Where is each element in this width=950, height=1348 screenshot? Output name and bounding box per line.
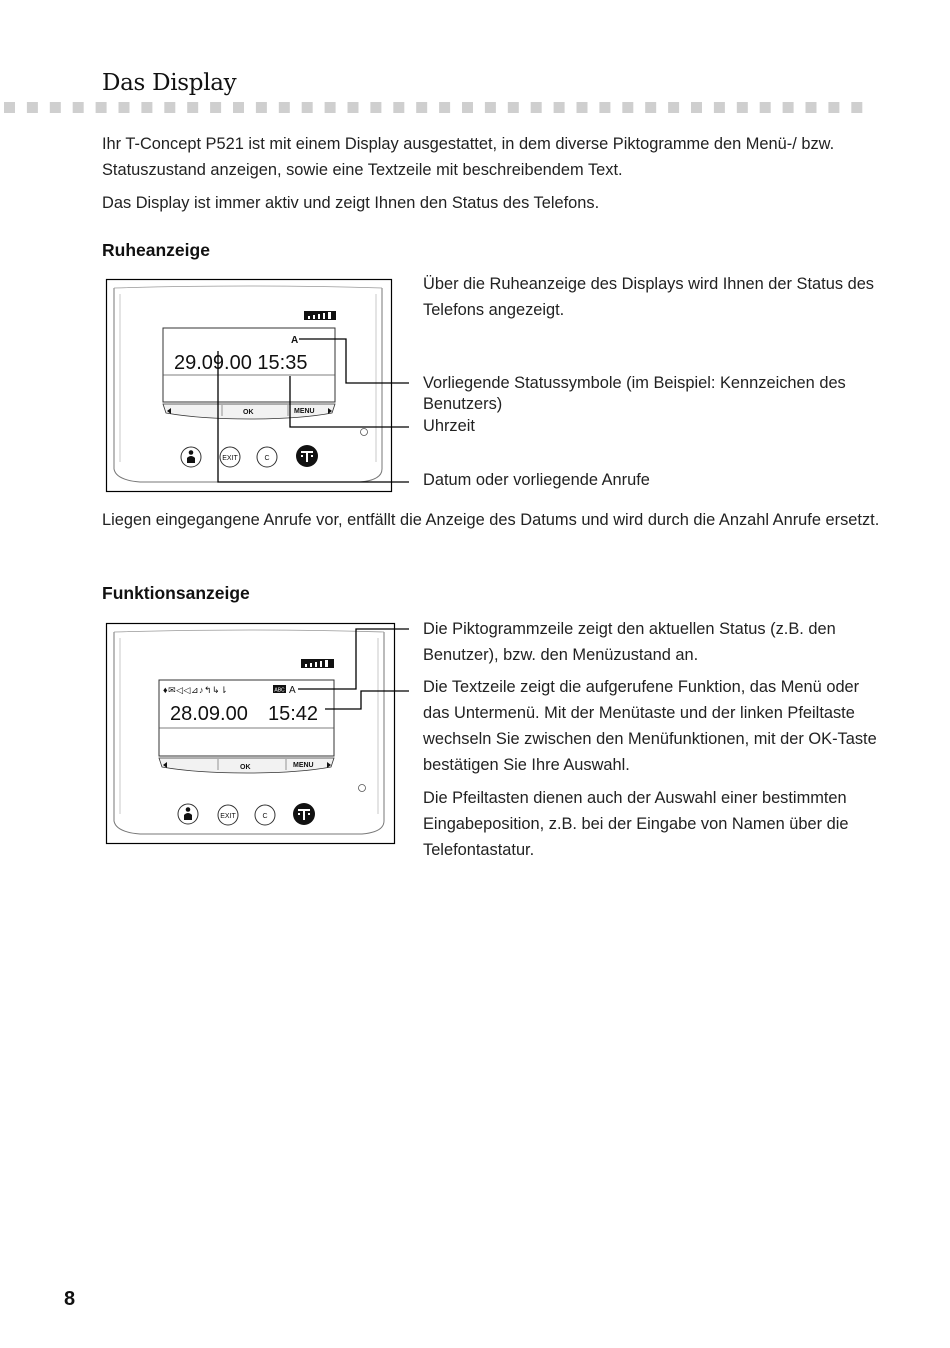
pictogram-row: ♦✉◁◁⊿♪↰↳⇂ bbox=[163, 685, 229, 695]
intro-paragraph-2: Das Display ist immer aktiv und zeigt Ihnen den Status des Telefons. bbox=[102, 194, 600, 212]
ok-softkey: OK bbox=[243, 409, 254, 416]
ruheanzeige-after-text: Liegen eingegangene Anrufe vor, entfällt die Anzeige des Datums und wird durch die Anzahl Anrufe ersetzt. bbox=[102, 511, 880, 529]
menu-softkey: MENU bbox=[293, 762, 314, 769]
callout-time: Uhrzeit bbox=[423, 417, 475, 435]
page-title: Das Display bbox=[102, 70, 237, 96]
svg-text:C: C bbox=[264, 455, 270, 462]
ok-softkey: OK bbox=[240, 764, 251, 771]
status-letter: A bbox=[289, 685, 296, 696]
funktionsanzeige-paragraph-3: Die Pfeiltasten dienen auch der Auswahl einer bestimmten Eingabeposition, z.B. bei der Eingabe von Namen über die Telefontastatur. bbox=[423, 789, 849, 859]
ruheanzeige-description: Über die Ruheanzeige des Displays wird Ihnen der Status des Telefons angezeigt. bbox=[423, 275, 874, 319]
svg-text:EXIT: EXIT bbox=[222, 455, 238, 462]
page-number: 8 bbox=[64, 1288, 76, 1310]
callout-status-symbols: Vorliegende Statussymbole (im Beispiel: Kennzeichen des Benutzers) bbox=[423, 374, 846, 413]
svg-text:C: C bbox=[262, 813, 268, 820]
abc-mode-indicator: ABC bbox=[274, 687, 285, 694]
funktionsanzeige-paragraph-1: Die Piktogrammzeile zeigt den aktuellen Status (z.B. den Benutzer), bzw. den Menüzustand an. bbox=[423, 620, 836, 664]
svg-text:EXIT: EXIT bbox=[220, 813, 236, 820]
section-heading-ruheanzeige: Ruheanzeige bbox=[102, 240, 210, 260]
callout-date: Datum oder vorliegende Anrufe bbox=[423, 471, 650, 489]
funktionsanzeige-paragraph-2: Die Textzeile zeigt die aufgerufene Funktion, das Menü oder das Untermenü. Mit der Menütaste und der linken Pfeiltaste wechseln Sie zwischen den Menüfunktionen, mit der OK-Taste bestätigen Sie Ihre Auswahl. bbox=[423, 678, 877, 774]
status-letter: A bbox=[291, 335, 299, 346]
intro-paragraph-1: Ihr T-Concept P521 ist mit einem Display ausgestattet, in dem diverse Piktogramme den Menü-/ bzw. Statuszustand anzeigen, sowie eine Textzeile mit beschreibendem Text. bbox=[102, 135, 835, 179]
menu-softkey: MENU bbox=[294, 408, 315, 415]
dotted-divider bbox=[4, 102, 864, 114]
display-time: 15:42 bbox=[268, 703, 319, 725]
phone-display-idle-figure bbox=[100, 272, 420, 497]
display-date: 28.09.00 bbox=[170, 703, 248, 725]
display-datetime: 29.09.00 15:35 bbox=[174, 352, 308, 374]
phone-display-function-figure bbox=[100, 616, 420, 851]
section-heading-funktionsanzeige: Funktionsanzeige bbox=[102, 583, 250, 603]
